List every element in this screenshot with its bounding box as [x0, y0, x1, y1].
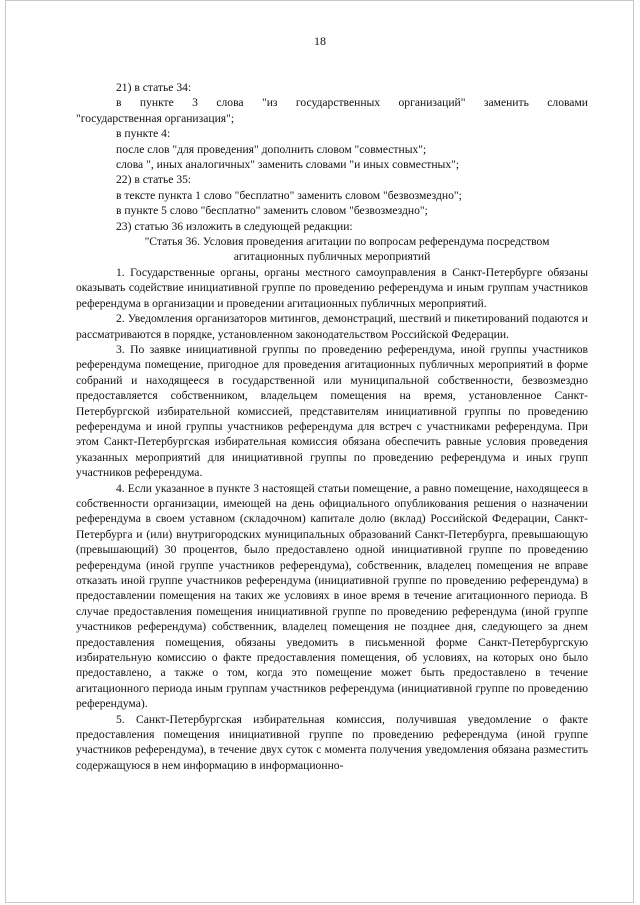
amendment-line: 21) в статье 34: [116, 81, 192, 94]
amendment-line: в пункте 3 слова "из государственных организаций" заменить словами [116, 96, 588, 110]
article-paragraph: 2. Уведомления организаторов митингов, демонстраций, шествий и пикетирований подаются и рассматриваются в порядке, установленном законодательством Российской Федерации. [76, 312, 588, 341]
article-paragraph: 4. Если указанное в пункте 3 настоящей статьи помещение, а равно помещение, находящееся в собственности организации, имеющей на день официального опубликования решения о назначении референдума в своем уставном (складочном) капитале долю (вклад) Российской Федерации, Санкт-Петербурга и (или) внутригородских муниципальных образований Санкт-Петербурга, превышающую (превышающий) 30 процентов, было предоставлено одной инициативной группе по проведению референдума (иной группе участников референдума), собственник, владелец помещения не вправе отказать иной группе участников референдума (инициативной группе по проведению референдума) в предоставлении помещения на таких же условиях в иное время в течение агитационного периода. В случае предоставления помещения инициативной группе по проведению референдума (иной группе участников референдума) собственник, владелец помещения не позднее дня, следующего за днем предоставления помещения, обязаны уведомить в письменной форме Санкт-Петербургскую избирательную комиссию о факте предоставления помещения, об условиях, на которых оно было предоставлено, а также о том, когда это помещение может быть предоставлено в течение агитационного периода иным группам участников референдума (инициативной группе по проведению референдума). [76, 481, 588, 711]
amendment-line: слова ", иных аналогичных" заменить словами "и иных совместных"; [116, 158, 460, 172]
article-heading-line-1: "Статья 36. Условия проведения агитации по вопросам референдума посредством [144, 235, 550, 249]
page-number: 18 [314, 34, 326, 48]
document-body [76, 80, 588, 773]
article-paragraph: 1. Государственные органы, органы местного самоуправления в Санкт-Петербурге обязаны оказывать содействие инициативной группе по проведению референдума и иным группам участников референдума в организации и проведении агитационных публичных мероприятий. [76, 265, 588, 310]
article-heading-line-2: агитационных публичных мероприятий [233, 250, 431, 264]
article-paragraph: 3. По заявке инициативной группы по проведению референдума, иной группы участников референдума помещение, пригодное для проведения агитационных публичных мероприятий в форме собраний и находящееся в государственной или муниципальной собственности, безвозмездно предоставляется собственником, владельцем помещения на время, установленное Санкт-Петербургской избирательной комиссией, представителям инициативной группы по проведению референдума и иной группы участников референдума для встреч с участниками референдума. При этом Санкт-Петербургская избирательная комиссия обязана обеспечить равные условия проведения указанных мероприятий для инициативной группы по проведению референдума и иных групп участников референдума. [76, 342, 588, 480]
amendment-line: "государственная организация"; [76, 111, 235, 125]
article-paragraphs [76, 265, 588, 773]
amendment-line: 23) статью 36 изложить в следующей редакции: [116, 219, 353, 233]
amendment-line: в пункте 4: [116, 127, 171, 141]
article-paragraph: 5. Санкт-Петербургская избирательная комиссия, получившая уведомление о факте предоставления помещения инициативной группе по проведению референдума (иной группе участников референдума), в течение двух суток с момента получения уведомления обязана разместить содержащуюся в нем информацию в информационно- [76, 712, 588, 772]
amendment-line: после слов "для проведения" дополнить словом "совместных"; [116, 142, 427, 156]
amendment-line: в пункте 5 слово "бесплатно" заменить словом "безвозмездно"; [116, 204, 428, 218]
amendment-line: 22) в статье 35: [116, 173, 192, 187]
amendment-list [76, 80, 588, 234]
amendment-line: в тексте пункта 1 слово "бесплатно" заменить словом "безвозмездно"; [116, 188, 462, 202]
